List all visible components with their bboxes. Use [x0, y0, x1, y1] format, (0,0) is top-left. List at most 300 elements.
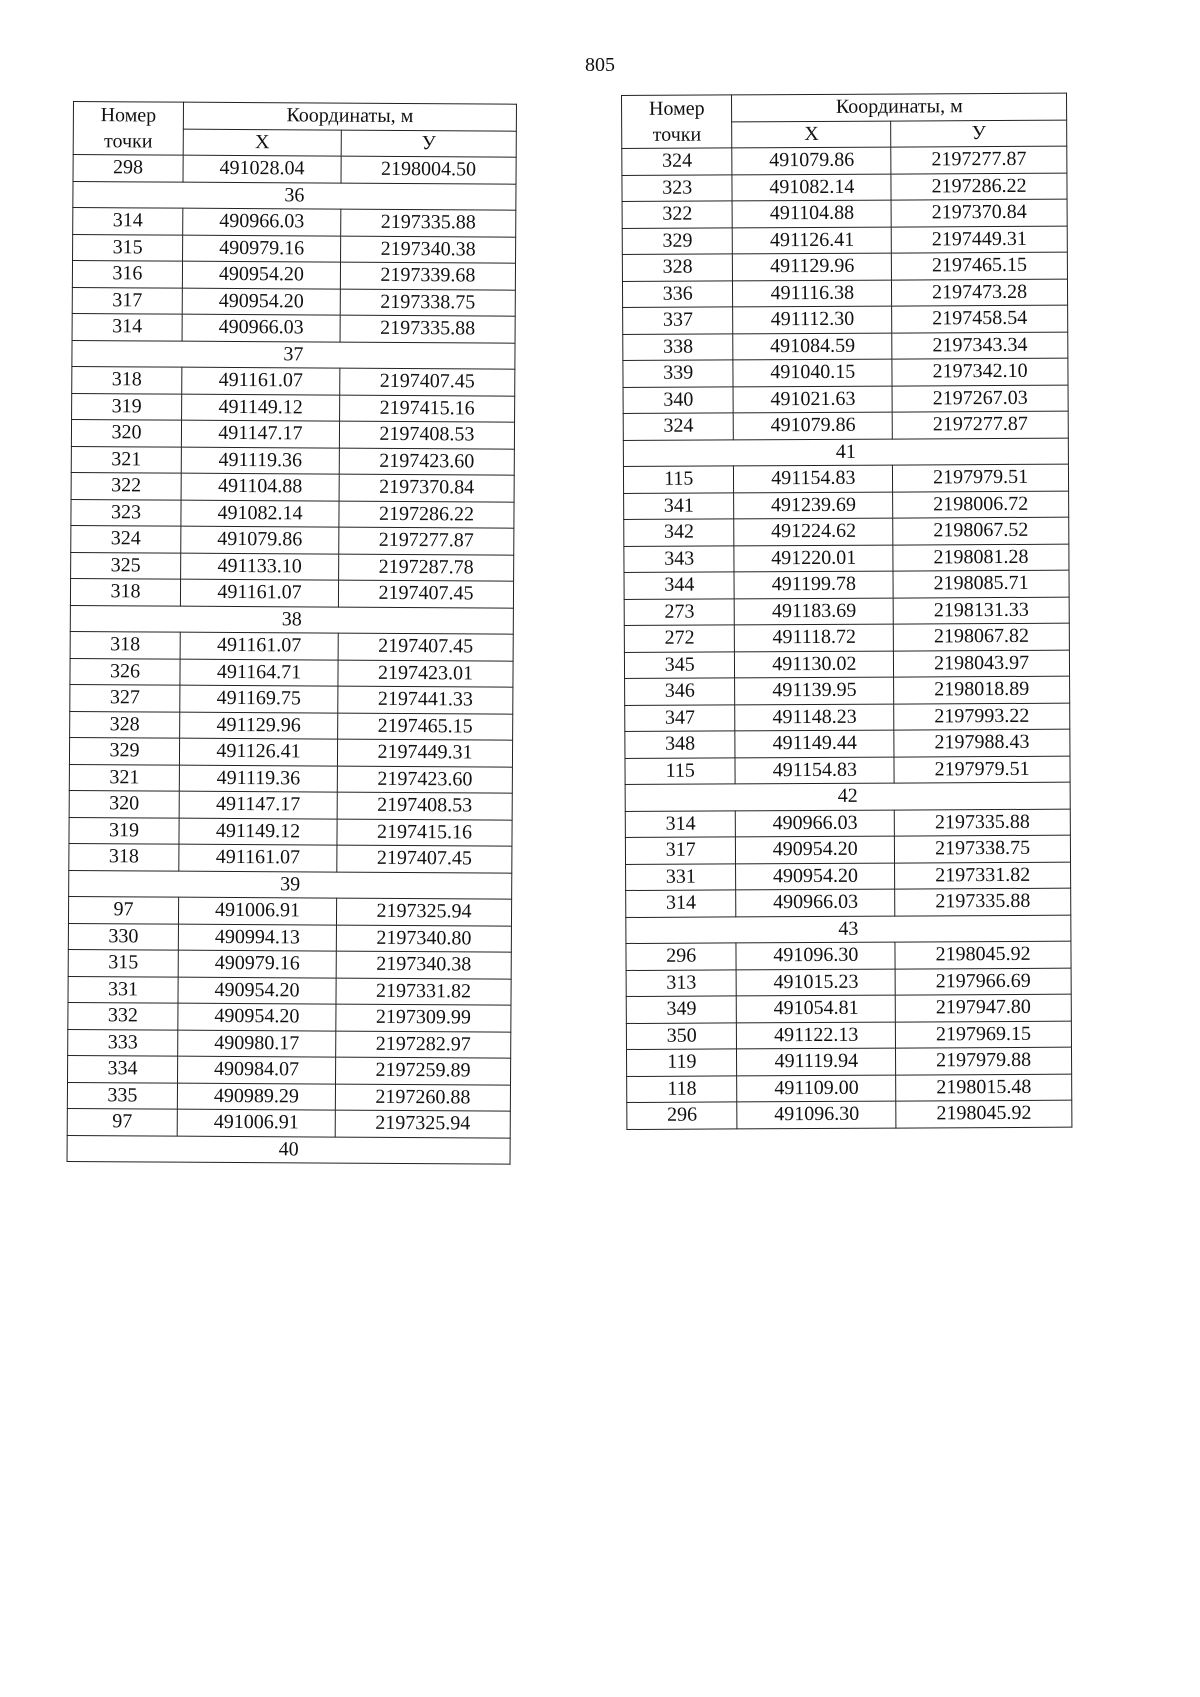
x-coordinate-cell: 491154.83 [735, 757, 894, 784]
table-row [72, 287, 515, 316]
point-number-cell: 329 [622, 227, 733, 254]
table-row [626, 1047, 1071, 1076]
y-coordinate-cell: 2197408.53 [339, 421, 514, 449]
x-coordinate-cell: 491149.12 [182, 394, 340, 421]
y-coordinate-cell: 2198067.52 [893, 517, 1069, 544]
x-coordinate-cell: 491126.41 [179, 738, 337, 765]
point-number-cell: 326 [70, 658, 180, 685]
x-coordinate-cell: 491161.07 [180, 579, 338, 606]
table-row [69, 764, 512, 793]
y-coordinate-cell: 2197458.54 [892, 305, 1068, 332]
y-coordinate-cell: 2197331.82 [336, 978, 511, 1006]
y-coordinate-cell: 2197407.45 [338, 633, 513, 661]
point-number-cell: 318 [69, 843, 179, 870]
table-row [622, 226, 1067, 255]
x-coordinate-cell: 490966.03 [183, 208, 341, 235]
table-row [623, 464, 1068, 493]
x-coordinate-cell: 491119.36 [179, 765, 337, 792]
point-number-header-line2: точки [103, 130, 153, 153]
point-number-cell: 296 [627, 1102, 738, 1129]
point-number-cell: 327 [70, 684, 180, 711]
section-row [625, 782, 1070, 811]
table-row [67, 1108, 510, 1137]
table-row [72, 261, 515, 290]
y-coordinate-cell: 2198081.28 [893, 544, 1069, 571]
x-coordinate-cell: 491015.23 [737, 969, 896, 996]
point-number-cell: 272 [624, 625, 735, 652]
point-number-cell: 324 [623, 413, 734, 440]
section-label: 37 [72, 340, 515, 369]
point-number-cell: 313 [626, 969, 737, 996]
y-coordinate-cell: 2197947.80 [895, 994, 1071, 1021]
table-row [70, 578, 513, 607]
y-coordinate-cell: 2197286.22 [891, 173, 1067, 200]
y-coordinate-cell: 2197423.01 [338, 660, 513, 688]
point-number-cell: 329 [69, 737, 179, 764]
y-coordinate-cell: 2197338.75 [895, 835, 1071, 862]
table-row [626, 888, 1071, 917]
coordinates-table-right [621, 93, 1072, 1130]
y-coordinate-cell: 2197277.87 [339, 527, 514, 555]
y-coordinate-cell: 2198018.89 [894, 676, 1070, 703]
table-body-right [622, 146, 1072, 1129]
x-coordinate-cell: 491096.30 [737, 1101, 896, 1128]
point-number-cell: 119 [626, 1049, 737, 1076]
y-coordinate-cell: 2198015.48 [896, 1074, 1072, 1101]
y-coordinate-cell: 2197339.68 [340, 262, 515, 290]
table-row [71, 446, 514, 475]
point-number-cell: 328 [70, 711, 180, 738]
section-row [73, 181, 516, 210]
y-coordinate-cell: 2197423.60 [339, 448, 514, 476]
x-coordinate-cell: 491096.30 [736, 942, 895, 969]
table-row [69, 790, 512, 819]
x-coordinate-cell: 490980.17 [178, 1030, 336, 1057]
table-row [72, 366, 515, 395]
table-row [625, 756, 1070, 785]
point-number-cell: 115 [623, 466, 734, 493]
point-number-cell: 317 [72, 287, 182, 314]
table-row [625, 729, 1070, 758]
table-row [69, 843, 512, 872]
point-number-cell: 318 [72, 366, 182, 393]
table-row [71, 552, 514, 581]
point-number-cell: 328 [622, 254, 733, 281]
table-row [624, 650, 1069, 679]
table-row [67, 1082, 510, 1111]
point-number-header-line1: Номер [648, 97, 705, 120]
y-coordinate-cell: 2197325.94 [336, 898, 511, 926]
point-number-cell: 314 [626, 890, 737, 917]
table-row [622, 146, 1067, 175]
y-coordinate-cell: 2197966.69 [895, 968, 1071, 995]
point-number-cell: 118 [627, 1075, 738, 1102]
y-coordinate-cell: 2197370.84 [891, 199, 1067, 226]
table-row [624, 570, 1069, 599]
table-row [68, 976, 511, 1005]
table-row [70, 711, 513, 740]
y-coordinate-cell: 2197465.15 [338, 713, 513, 741]
section-label: 36 [73, 181, 516, 210]
table-body-left [67, 155, 516, 1165]
x-header: Х [183, 129, 341, 156]
point-number-cell: 350 [626, 1022, 737, 1049]
x-coordinate-cell: 491122.13 [737, 1022, 896, 1049]
point-number-cell: 97 [68, 896, 178, 923]
table-row [627, 1100, 1072, 1129]
table-row [623, 411, 1068, 440]
point-number-cell: 341 [624, 492, 735, 519]
x-coordinate-cell: 490994.13 [178, 924, 336, 951]
x-coordinate-cell: 491112.30 [733, 306, 892, 333]
x-coordinate-cell: 491154.83 [734, 465, 893, 492]
point-number-header [73, 102, 183, 156]
x-coordinate-cell: 490989.29 [177, 1083, 335, 1110]
x-coordinate-cell: 491079.86 [734, 412, 893, 439]
y-coordinate-cell: 2197338.75 [340, 289, 515, 317]
x-coordinate-cell: 491149.12 [179, 818, 337, 845]
x-coordinate-cell: 491147.17 [181, 420, 339, 447]
x-coordinate-cell: 491021.63 [734, 386, 893, 413]
point-number-cell: 322 [71, 472, 181, 499]
y-coordinate-cell: 2197309.99 [336, 1004, 511, 1032]
x-coordinate-cell: 490954.20 [182, 261, 340, 288]
x-coordinate-cell: 491104.88 [733, 200, 892, 227]
y-coordinate-cell: 2197335.88 [895, 888, 1071, 915]
table-row [626, 994, 1071, 1023]
table-row [623, 332, 1068, 361]
point-number-cell: 325 [71, 552, 181, 579]
section-row [72, 340, 515, 369]
coordinates-header: Координаты, м [732, 93, 1067, 121]
point-number-cell: 315 [68, 949, 178, 976]
y-coordinate-cell: 2197277.87 [891, 146, 1067, 173]
y-coordinate-cell: 2197449.31 [891, 226, 1067, 253]
y-coordinate-cell: 2197267.03 [892, 385, 1068, 412]
table-row [68, 1055, 511, 1084]
y-coordinate-cell: 2197331.82 [895, 862, 1071, 889]
y-coordinate-cell: 2197407.45 [338, 580, 513, 608]
point-number-cell: 318 [70, 578, 180, 605]
x-coordinate-cell: 490979.16 [183, 235, 341, 262]
point-number-cell: 322 [622, 201, 733, 228]
y-coordinate-cell: 2198067.82 [893, 623, 1069, 650]
section-label: 38 [70, 605, 513, 634]
y-coordinate-cell: 2197449.31 [337, 739, 512, 767]
y-coordinate-cell: 2197408.53 [337, 792, 512, 820]
table-row [68, 1029, 511, 1058]
table-row [71, 419, 514, 448]
table-row [73, 234, 516, 263]
x-coordinate-cell: 491139.95 [735, 677, 894, 704]
y-coordinate-cell: 2197993.22 [894, 703, 1070, 730]
section-label: 39 [69, 870, 512, 899]
x-coordinate-cell: 491006.91 [178, 897, 336, 924]
coordinates-header: Координаты, м [183, 102, 516, 131]
x-coordinate-cell: 490966.03 [182, 314, 340, 341]
x-coordinate-cell: 490984.07 [178, 1056, 336, 1083]
y-coordinate-cell: 2197423.60 [337, 766, 512, 794]
table-row [70, 684, 513, 713]
x-coordinate-cell: 490954.20 [736, 863, 895, 890]
y-coordinate-cell: 2198045.92 [896, 1100, 1072, 1127]
y-coordinate-cell: 2197343.34 [892, 332, 1068, 359]
table-row [625, 835, 1070, 864]
table-row [622, 199, 1067, 228]
x-coordinate-cell: 491079.86 [732, 147, 891, 174]
x-coordinate-cell: 490966.03 [736, 889, 895, 916]
point-number-cell: 336 [622, 280, 733, 307]
x-coordinate-cell: 491118.72 [735, 624, 894, 651]
x-coordinate-cell: 491130.02 [735, 651, 894, 678]
section-label: 41 [623, 438, 1068, 467]
y-coordinate-cell: 2197407.45 [340, 368, 515, 396]
x-coordinate-cell: 491054.81 [737, 995, 896, 1022]
table-row [624, 597, 1069, 626]
section-row [67, 1135, 510, 1164]
section-label: 40 [67, 1135, 510, 1164]
section-row [70, 605, 513, 634]
x-coordinate-cell: 491169.75 [180, 685, 338, 712]
section-label: 43 [626, 915, 1071, 944]
x-coordinate-cell: 491129.96 [733, 253, 892, 280]
point-number-cell: 340 [623, 386, 734, 413]
y-coordinate-cell: 2197335.88 [894, 809, 1070, 836]
y-coordinate-cell: 2197407.45 [337, 845, 512, 873]
table-row [70, 631, 513, 660]
y-coordinate-cell: 2197340.80 [336, 925, 511, 953]
point-number-cell: 323 [71, 499, 181, 526]
x-coordinate-cell: 491149.44 [735, 730, 894, 757]
y-coordinate-cell: 2197415.16 [340, 395, 515, 423]
point-number-cell: 324 [622, 148, 733, 175]
x-coordinate-cell: 491006.91 [177, 1109, 335, 1136]
x-coordinate-cell: 491183.69 [735, 598, 894, 625]
table-row [623, 305, 1068, 334]
point-number-cell: 330 [68, 923, 178, 950]
point-number-cell: 314 [73, 208, 183, 235]
table-row [69, 737, 512, 766]
y-coordinate-cell: 2197988.43 [894, 729, 1070, 756]
point-number-cell: 298 [73, 155, 183, 182]
x-coordinate-cell: 491161.07 [180, 632, 338, 659]
table-row [622, 252, 1067, 281]
x-coordinate-cell: 491109.00 [737, 1075, 896, 1102]
point-number-cell: 345 [624, 651, 735, 678]
point-number-cell: 343 [624, 545, 735, 572]
x-coordinate-cell: 491220.01 [734, 545, 893, 572]
y-coordinate-cell: 2198131.33 [893, 597, 1069, 624]
table-row [73, 208, 516, 237]
point-number-cell: 346 [625, 678, 736, 705]
table-row [624, 544, 1069, 573]
y-coordinate-cell: 2197969.15 [896, 1021, 1072, 1048]
section-row [623, 438, 1068, 467]
table-row [68, 1002, 511, 1031]
table-row [68, 949, 511, 978]
y-coordinate-cell: 2197465.15 [892, 252, 1068, 279]
y-coordinate-cell: 2197335.88 [340, 315, 515, 343]
table-row [626, 862, 1071, 891]
x-coordinate-cell: 490954.20 [178, 1003, 336, 1030]
point-number-cell: 321 [69, 764, 179, 791]
x-coordinate-cell: 491161.07 [179, 844, 337, 871]
table-row [68, 923, 511, 952]
point-number-cell: 314 [72, 313, 182, 340]
point-number-cell: 339 [623, 360, 734, 387]
section-label: 42 [625, 782, 1070, 811]
y-coordinate-cell: 2197282.97 [336, 1031, 511, 1059]
point-number-cell: 315 [73, 234, 183, 261]
point-number-cell: 319 [69, 817, 179, 844]
y-coordinate-cell: 2197287.78 [339, 554, 514, 582]
table-row [626, 968, 1071, 997]
x-coordinate-cell: 490954.20 [178, 977, 336, 1004]
table-row [624, 491, 1069, 520]
x-coordinate-cell: 491104.88 [181, 473, 339, 500]
point-number-cell: 318 [70, 631, 180, 658]
point-number-cell: 347 [625, 704, 736, 731]
point-number-cell: 349 [626, 996, 737, 1023]
x-coordinate-cell: 491079.86 [181, 526, 339, 553]
table-row [68, 896, 511, 925]
table-row [70, 658, 513, 687]
x-coordinate-cell: 491133.10 [181, 553, 339, 580]
y-header: У [341, 130, 516, 158]
x-coordinate-cell: 491126.41 [733, 227, 892, 254]
x-coordinate-cell: 491148.23 [735, 704, 894, 731]
point-number-cell: 319 [72, 393, 182, 420]
table-row [626, 941, 1071, 970]
table-row [71, 525, 514, 554]
section-row [69, 870, 512, 899]
table-row [69, 817, 512, 846]
point-number-cell: 331 [626, 863, 737, 890]
x-coordinate-cell: 491199.78 [734, 571, 893, 598]
x-coordinate-cell: 491082.14 [732, 174, 891, 201]
point-number-cell: 314 [625, 810, 736, 837]
table-row [622, 279, 1067, 308]
y-coordinate-cell: 2197342.10 [892, 358, 1068, 385]
y-coordinate-cell: 2198004.50 [341, 156, 516, 184]
point-number-cell: 333 [68, 1029, 178, 1056]
point-number-cell: 348 [625, 731, 736, 758]
point-number-cell: 320 [71, 419, 181, 446]
table-row [73, 155, 516, 184]
y-coordinate-cell: 2197259.89 [336, 1057, 511, 1085]
y-coordinate-cell: 2197415.16 [337, 819, 512, 847]
x-coordinate-cell: 491129.96 [180, 712, 338, 739]
x-coordinate-cell: 491119.36 [181, 447, 339, 474]
x-coordinate-cell: 491040.15 [733, 359, 892, 386]
coordinates-table-left [67, 101, 517, 1165]
y-coordinate-cell: 2197979.51 [894, 756, 1070, 783]
x-coordinate-cell: 491161.07 [182, 367, 340, 394]
point-number-cell: 317 [625, 837, 736, 864]
table-row [624, 517, 1069, 546]
table-row [625, 809, 1070, 838]
y-coordinate-cell: 2197335.88 [341, 209, 516, 237]
point-number-cell: 332 [68, 1002, 178, 1029]
y-coordinate-cell: 2198045.92 [895, 941, 1071, 968]
point-number-header-line2: точки [652, 123, 702, 146]
x-coordinate-cell: 490966.03 [736, 810, 895, 837]
section-row [626, 915, 1071, 944]
point-number-cell: 97 [67, 1108, 177, 1135]
point-number-cell: 320 [69, 790, 179, 817]
x-coordinate-cell: 491082.14 [181, 500, 339, 527]
page-number: 805 [585, 54, 615, 76]
table-row [625, 676, 1070, 705]
x-coordinate-cell: 491119.94 [737, 1048, 896, 1075]
y-coordinate-cell: 2197979.51 [893, 464, 1069, 491]
table-row [72, 393, 515, 422]
x-coordinate-cell: 490954.20 [182, 288, 340, 315]
point-number-cell: 337 [623, 307, 734, 334]
x-coordinate-cell: 490979.16 [178, 950, 336, 977]
table-row [626, 1021, 1071, 1050]
y-header: У [891, 120, 1067, 147]
table-row [71, 472, 514, 501]
point-number-header [622, 95, 733, 149]
y-coordinate-cell: 2197277.87 [892, 411, 1068, 438]
table-row [72, 313, 515, 342]
y-coordinate-cell: 2197286.22 [339, 501, 514, 529]
x-coordinate-cell: 491224.62 [734, 518, 893, 545]
point-number-cell: 342 [624, 519, 735, 546]
point-number-cell: 324 [71, 525, 181, 552]
y-coordinate-cell: 2198006.72 [893, 491, 1069, 518]
table-row [71, 499, 514, 528]
table-row [623, 385, 1068, 414]
x-coordinate-cell: 491084.59 [733, 333, 892, 360]
point-number-cell: 334 [68, 1055, 178, 1082]
point-number-cell: 296 [626, 943, 737, 970]
y-coordinate-cell: 2197370.84 [339, 474, 514, 502]
y-coordinate-cell: 2197473.28 [892, 279, 1068, 306]
y-coordinate-cell: 2197260.88 [335, 1084, 510, 1112]
x-coordinate-cell: 491239.69 [734, 492, 893, 519]
y-coordinate-cell: 2197325.94 [335, 1110, 510, 1138]
point-number-cell: 344 [624, 572, 735, 599]
table-row [622, 173, 1067, 202]
y-coordinate-cell: 2197340.38 [336, 951, 511, 979]
point-number-cell: 321 [71, 446, 181, 473]
point-number-cell: 316 [72, 261, 182, 288]
point-number-cell: 115 [625, 757, 736, 784]
table-row [625, 703, 1070, 732]
y-coordinate-cell: 2197979.88 [896, 1047, 1072, 1074]
x-coordinate-cell: 491028.04 [183, 155, 341, 182]
y-coordinate-cell: 2197340.38 [341, 236, 516, 264]
x-coordinate-cell: 491164.71 [180, 659, 338, 686]
x-header: Х [732, 121, 891, 148]
point-number-header-line1: Номер [100, 104, 157, 127]
point-number-cell: 335 [67, 1082, 177, 1109]
point-number-cell: 331 [68, 976, 178, 1003]
point-number-cell: 273 [624, 598, 735, 625]
x-coordinate-cell: 491116.38 [733, 280, 892, 307]
table-row [624, 623, 1069, 652]
table-row [623, 358, 1068, 387]
x-coordinate-cell: 491147.17 [179, 791, 337, 818]
y-coordinate-cell: 2197441.33 [338, 686, 513, 714]
point-number-cell: 323 [622, 174, 733, 201]
point-number-cell: 338 [623, 333, 734, 360]
x-coordinate-cell: 490954.20 [736, 836, 895, 863]
table-row [627, 1074, 1072, 1103]
y-coordinate-cell: 2198085.71 [893, 570, 1069, 597]
